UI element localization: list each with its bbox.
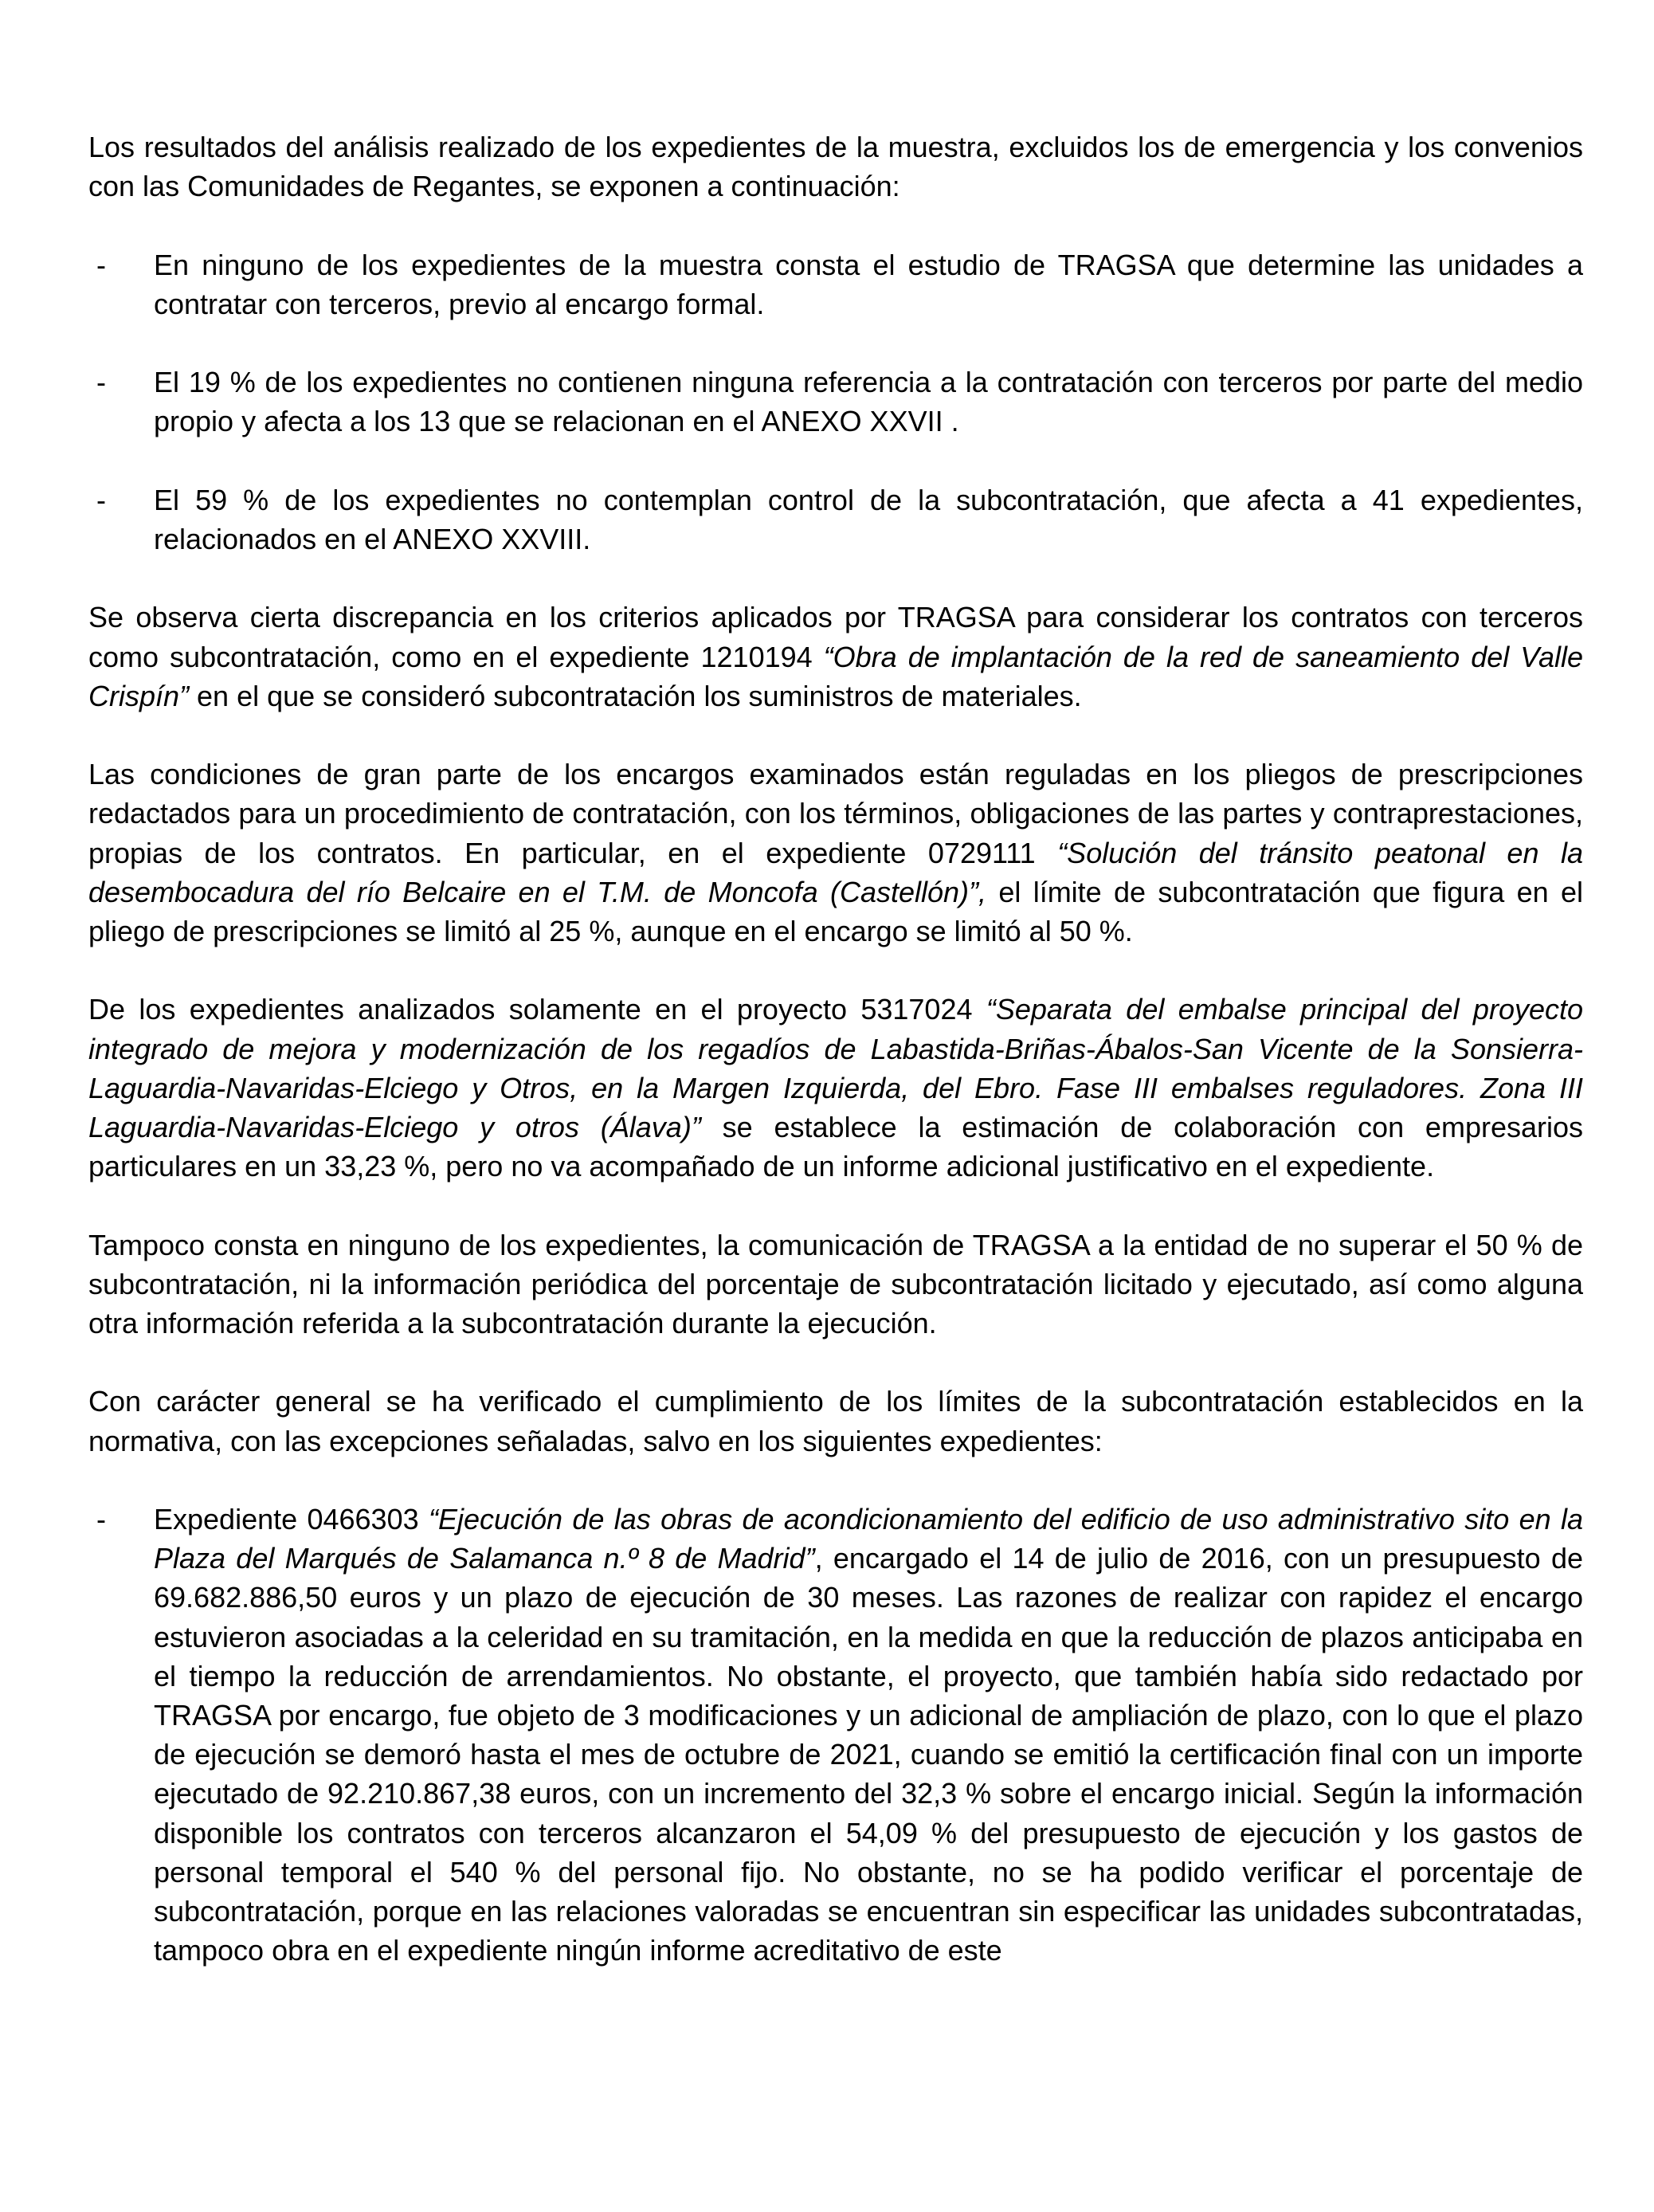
paragraph (88, 755, 1583, 951)
body-text: En ninguno de los expedientes de la muestra consta el estudio de TRAGSA que determine las unidades a contratar con terceros, previo al encargo formal. (154, 248, 1583, 320)
body-text: El 19 % de los expedientes no contienen ninguna referencia a la contratación con terceros por parte del medio propio y afecta a los 13 que se relacionan en el ANEXO XXVII . (154, 366, 1583, 438)
bullet-marker: - (96, 1502, 106, 1535)
body-text: Tampoco consta en ninguno de los expedientes, la comunicación de TRAGSA a la entidad de no superar el 50 % de subcontratación, ni la información periódica del porcentaje de subcontratación licitado y ejecutado, así como alguna otra información referida a la subcontratación durante la ejecución. (88, 1228, 1583, 1339)
body-text: Se observa cierta discrepancia en los criterios aplicados por TRAGSA para considerar los contratos con terceros como subcontratación, como en el expediente 1210194 (88, 601, 1583, 673)
paragraph (88, 990, 1583, 1186)
body-text: Las condiciones de gran parte de los encargos examinados están reguladas en los pliegos de prescripciones redactados para un procedimiento de contratación, con los términos, obligaciones de las partes y contraprestaciones, propias de los contratos. En particular, en el expediente 0729111 (88, 758, 1583, 869)
bullet-marker: - (96, 483, 106, 516)
body-text: El 59 % de los expedientes no contemplan control de la subcontratación, que afecta a 41 expedientes, relacionados en el ANEXO XXVIII. (154, 483, 1583, 555)
paragraph (88, 1382, 1583, 1460)
body-text: se establece la estimación de colaboración con empresarios particulares en un 33,23 %, pero no va acompañado de un informe adicional justificativo en el expediente. (88, 1110, 1583, 1183)
bullet-item (88, 363, 1583, 441)
bullet-item (88, 1500, 1583, 1970)
italic-title-text: “Ejecución de las obras de acondicionamiento del edificio de uso administrativo sito en la Plaza del Marqués de Salamanca n.º 8 de Madrid” (154, 1502, 1583, 1575)
paragraph (88, 1226, 1583, 1343)
bullet-marker: - (96, 248, 106, 281)
paragraph (88, 598, 1583, 716)
italic-title-text: “Obra de implantación de la red de saneamiento del Valle Crispín” (88, 640, 1583, 712)
body-text: De los expedientes analizados solamente en el proyecto 5317024 (88, 993, 986, 1026)
bullet-item (88, 245, 1583, 324)
italic-title-text: “Solución del tránsito peatonal en la desembocadura del río Belcaire en el T.M. de Moncofa (Castellón)”, (88, 836, 1583, 908)
body-text: Los resultados del análisis realizado de los expedientes de la muestra, excluidos los de emergencia y los convenios con las Comunidades de Regantes, se exponen a continuación: (88, 131, 1583, 203)
body-text: , encargado el 14 de julio de 2016, con un presupuesto de 69.682.886,50 euros y un plazo de ejecución de 30 meses. Las razones de realizar con rapidez el encargo estuvieron asociadas a la celeridad en su tramitación, en la medida en que la reducción de plazos anticipaba en el tiempo la reducción de arrendamientos. No obstante, el proyecto, que también había sido redactado por TRAGSA por encargo, fue objeto de 3 modificaciones y un adicional de ampliación de plazo, con lo que el plazo de ejecución se demoró hasta el mes de octubre de 2021, cuando se emitió la certificación final con un importe ejecutado de 92.210.867,38 euros, con un incremento del 32,3 % sobre el encargo inicial. Según la información disponible los contratos con terceros alcanzaron el 54,09 % del presupuesto de ejecución y los gastos de personal temporal el 540 % del personal fijo. No obstante, no se ha podido verificar el porcentaje de subcontratación, porque en las relaciones valoradas se encuentran sin especificar las unidades subcontratadas, tampoco obra en el expediente ningún informe acreditativo de este (154, 1542, 1583, 1967)
body-text: Con carácter general se ha verificado el cumplimiento de los límites de la subcontratación establecidos en la normativa, con las excepciones señaladas, salvo en los siguientes expedientes: (88, 1385, 1583, 1457)
italic-title-text: “Separata del embalse principal del proyecto integrado de mejora y modernización de los regadíos de Labastida-Briñas-Ábalos-San Vicente de la Sonsierra-Laguardia-Navaridas-Elciego y Otros, en la Margen Izquierda, del Ebro. Fase III embalses reguladores. Zona III Laguardia-Navaridas-Elciego y otros (Álava)” (88, 993, 1584, 1143)
body-text: en el que se consideró subcontratación los suministros de materiales. (189, 679, 1082, 712)
body-text: Expediente 0466303 (154, 1502, 429, 1535)
bullet-marker: - (96, 366, 106, 399)
paragraph (88, 127, 1583, 206)
body-text: el límite de subcontratación que figura en el pliego de prescripciones se limitó al 25 %, aunque en el encargo se limitó al 50 %. (88, 875, 1583, 947)
bullet-item (88, 480, 1583, 559)
document-page (88, 127, 1583, 2010)
